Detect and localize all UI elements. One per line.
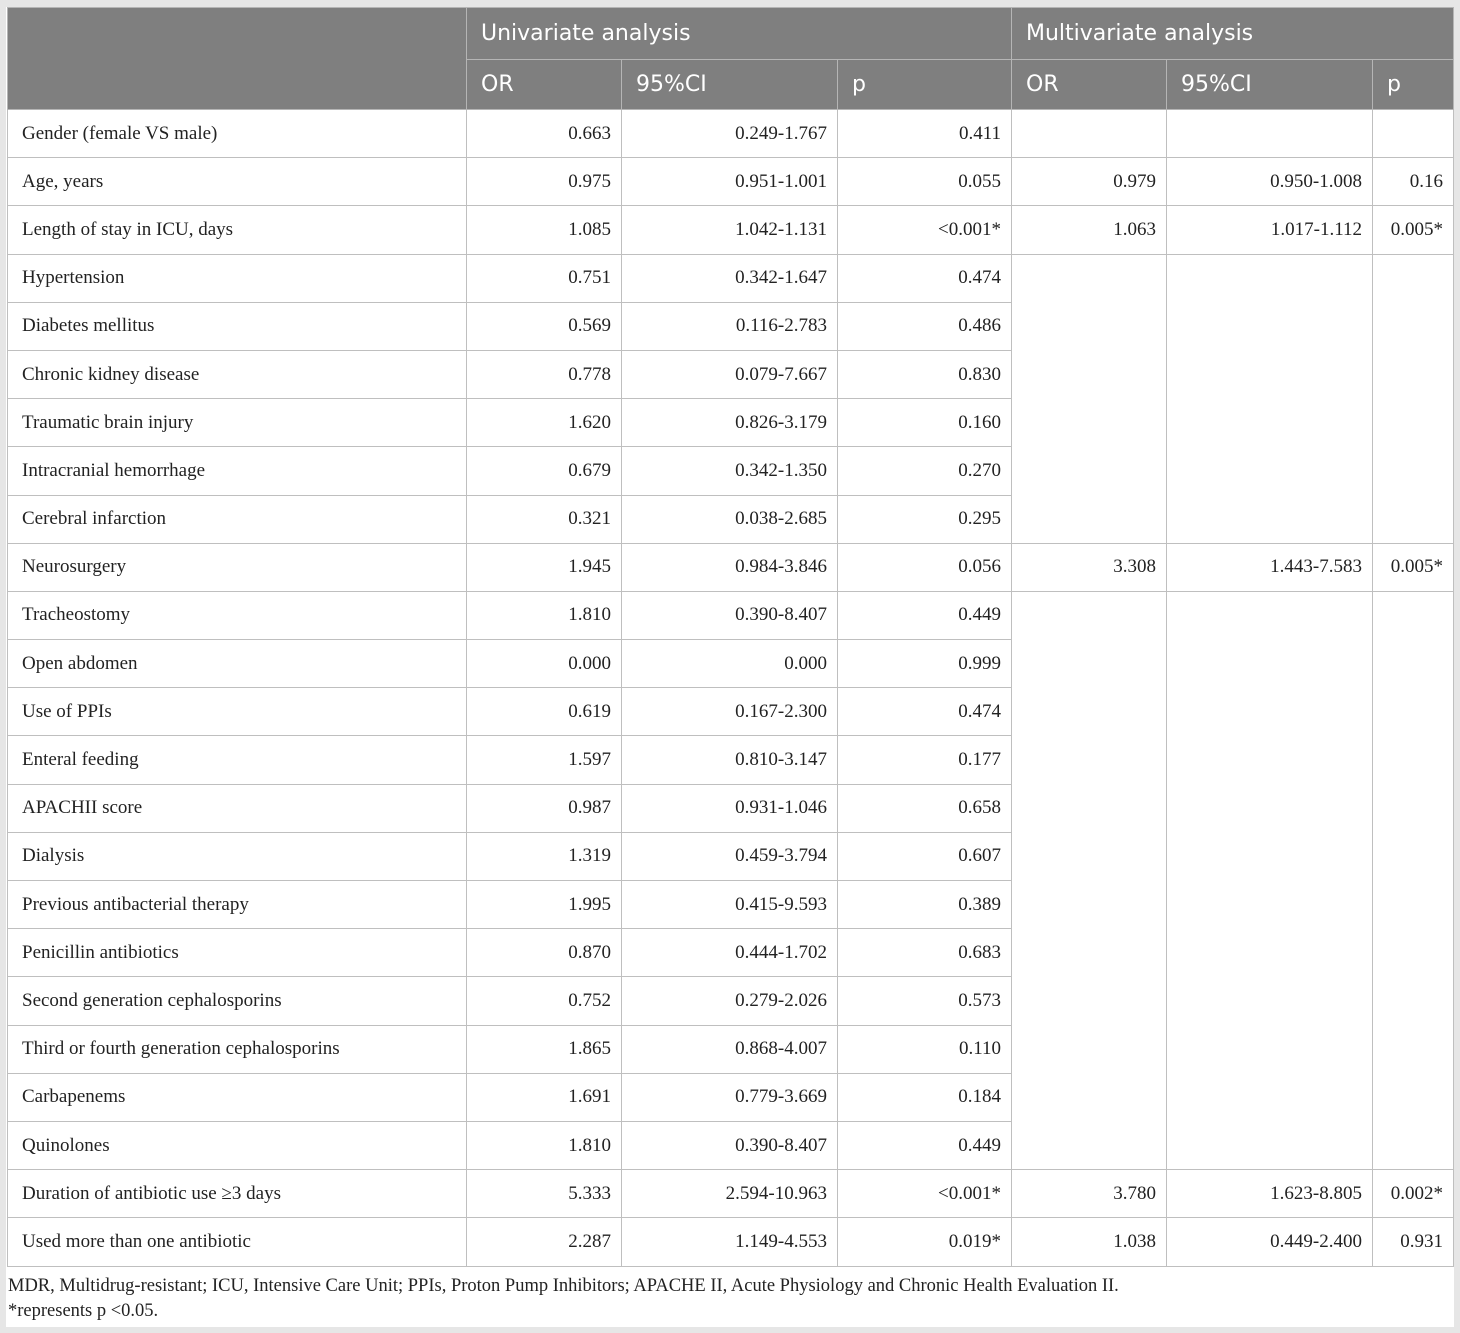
multivariate-p-cell — [1373, 110, 1454, 158]
row-label: Penicillin antibiotics — [8, 929, 467, 977]
univariate-ci-cell: 0.459-3.794 — [622, 832, 838, 880]
header-multivariate-p: p — [1373, 60, 1454, 110]
univariate-p-cell: 0.056 — [838, 543, 1012, 591]
table-body — [8, 110, 1454, 1267]
header-blank-cell — [8, 8, 467, 110]
univariate-p-cell: 0.830 — [838, 350, 1012, 398]
univariate-or-cell: 1.085 — [467, 206, 622, 254]
univariate-or-cell: 1.691 — [467, 1073, 622, 1121]
univariate-or-cell: 1.945 — [467, 543, 622, 591]
row-label: Use of PPIs — [8, 688, 467, 736]
multivariate-ci-cell: 0.449-2.400 — [1167, 1218, 1373, 1266]
univariate-p-cell: 0.177 — [838, 736, 1012, 784]
univariate-p-cell: 0.055 — [838, 158, 1012, 206]
univariate-ci-cell: 0.167-2.300 — [622, 688, 838, 736]
multivariate-p-cell: 0.005* — [1373, 543, 1454, 591]
header-univariate: Univariate analysis — [467, 8, 1012, 60]
row-label: Third or fourth generation cephalosporins — [8, 1025, 467, 1073]
multivariate-or-cell — [1012, 110, 1167, 158]
univariate-ci-cell: 0.000 — [622, 640, 838, 688]
univariate-or-cell: 1.810 — [467, 591, 622, 639]
header-univariate-or: OR — [467, 60, 622, 110]
univariate-ci-cell: 0.868-4.007 — [622, 1025, 838, 1073]
univariate-or-cell: 1.620 — [467, 399, 622, 447]
multivariate-p-cell: 0.16 — [1373, 158, 1454, 206]
row-label: Carbapenems — [8, 1073, 467, 1121]
multivariate-or-cell: 1.063 — [1012, 206, 1167, 254]
univariate-p-cell: 0.658 — [838, 784, 1012, 832]
row-label: Previous antibacterial therapy — [8, 881, 467, 929]
multivariate-or-cell: 3.308 — [1012, 543, 1167, 591]
row-label: Used more than one antibiotic — [8, 1218, 467, 1266]
univariate-p-cell: 0.474 — [838, 688, 1012, 736]
row-label: Intracranial hemorrhage — [8, 447, 467, 495]
row-label: Second generation cephalosporins — [8, 977, 467, 1025]
univariate-or-cell: 1.597 — [467, 736, 622, 784]
row-label: Diabetes mellitus — [8, 302, 467, 350]
row-label: Gender (female VS male) — [8, 110, 467, 158]
univariate-p-cell: 0.573 — [838, 977, 1012, 1025]
univariate-p-cell: 0.270 — [838, 447, 1012, 495]
table-row — [8, 543, 1454, 591]
univariate-or-cell: 0.751 — [467, 254, 622, 302]
table-row — [8, 206, 1454, 254]
header-multivariate-ci: 95%CI — [1167, 60, 1373, 110]
univariate-or-cell: 1.319 — [467, 832, 622, 880]
univariate-or-cell: 0.619 — [467, 688, 622, 736]
univariate-ci-cell: 0.390-8.407 — [622, 591, 838, 639]
row-label: Traumatic brain injury — [8, 399, 467, 447]
header-multivariate-or: OR — [1012, 60, 1167, 110]
univariate-ci-cell: 0.931-1.046 — [622, 784, 838, 832]
univariate-ci-cell: 0.279-2.026 — [622, 977, 838, 1025]
univariate-or-cell: 0.569 — [467, 302, 622, 350]
row-label: Neurosurgery — [8, 543, 467, 591]
univariate-p-cell: 0.486 — [838, 302, 1012, 350]
table-footer — [6, 1267, 1454, 1324]
table-header — [8, 8, 1454, 110]
row-label: Tracheostomy — [8, 591, 467, 639]
multivariate-or-cell — [1012, 591, 1167, 1169]
row-label: Dialysis — [8, 832, 467, 880]
univariate-p-cell: 0.110 — [838, 1025, 1012, 1073]
table-row — [8, 591, 1454, 639]
footer-significance: *represents p <0.05. — [8, 1300, 159, 1321]
univariate-ci-cell: 0.415-9.593 — [622, 881, 838, 929]
regression-table — [7, 7, 1454, 1267]
univariate-or-cell: 0.975 — [467, 158, 622, 206]
univariate-ci-cell: 0.826-3.179 — [622, 399, 838, 447]
table-row — [8, 158, 1454, 206]
univariate-ci-cell: 0.779-3.669 — [622, 1073, 838, 1121]
multivariate-ci-cell — [1167, 591, 1373, 1169]
footer-abbreviations: MDR, Multidrug-resistant; ICU, Intensive Care Unit; PPIs, Proton Pump Inhibitors; APACHE II, Acute Physiology and Chronic Health Evaluation II. — [8, 1275, 1119, 1296]
table-frame — [6, 7, 1454, 1327]
univariate-p-cell: 0.389 — [838, 881, 1012, 929]
multivariate-p-cell — [1373, 591, 1454, 1169]
header-univariate-ci: 95%CI — [622, 60, 838, 110]
univariate-p-cell: 0.449 — [838, 1121, 1012, 1169]
table-row — [8, 110, 1454, 158]
univariate-ci-cell: 0.810-3.147 — [622, 736, 838, 784]
multivariate-p-cell: 0.931 — [1373, 1218, 1454, 1266]
multivariate-ci-cell — [1167, 110, 1373, 158]
row-label: Chronic kidney disease — [8, 350, 467, 398]
univariate-or-cell: 1.995 — [467, 881, 622, 929]
univariate-or-cell: 2.287 — [467, 1218, 622, 1266]
univariate-ci-cell: 1.042-1.131 — [622, 206, 838, 254]
univariate-p-cell: 0.449 — [838, 591, 1012, 639]
univariate-ci-cell: 2.594-10.963 — [622, 1170, 838, 1218]
header-multivariate: Multivariate analysis — [1012, 8, 1454, 60]
univariate-ci-cell: 0.951-1.001 — [622, 158, 838, 206]
multivariate-ci-cell: 1.017-1.112 — [1167, 206, 1373, 254]
univariate-ci-cell: 0.390-8.407 — [622, 1121, 838, 1169]
univariate-or-cell: 0.679 — [467, 447, 622, 495]
table-row — [8, 254, 1454, 302]
multivariate-or-cell: 1.038 — [1012, 1218, 1167, 1266]
univariate-ci-cell: 0.249-1.767 — [622, 110, 838, 158]
univariate-p-cell: 0.999 — [838, 640, 1012, 688]
multivariate-ci-cell — [1167, 254, 1373, 543]
univariate-ci-cell: 0.342-1.647 — [622, 254, 838, 302]
multivariate-or-cell — [1012, 254, 1167, 543]
multivariate-or-cell: 3.780 — [1012, 1170, 1167, 1218]
univariate-ci-cell: 0.116-2.783 — [622, 302, 838, 350]
multivariate-p-cell: 0.005* — [1373, 206, 1454, 254]
row-label: Open abdomen — [8, 640, 467, 688]
univariate-or-cell: 0.870 — [467, 929, 622, 977]
row-label: APACHII score — [8, 784, 467, 832]
univariate-or-cell: 1.865 — [467, 1025, 622, 1073]
row-label: Hypertension — [8, 254, 467, 302]
univariate-ci-cell: 0.984-3.846 — [622, 543, 838, 591]
row-label: Quinolones — [8, 1121, 467, 1169]
univariate-ci-cell: 0.079-7.667 — [622, 350, 838, 398]
univariate-p-cell: 0.683 — [838, 929, 1012, 977]
header-univariate-p: p — [838, 60, 1012, 110]
multivariate-ci-cell: 0.950-1.008 — [1167, 158, 1373, 206]
row-label: Enteral feeding — [8, 736, 467, 784]
univariate-ci-cell: 0.342-1.350 — [622, 447, 838, 495]
univariate-or-cell: 0.000 — [467, 640, 622, 688]
row-label: Cerebral infarction — [8, 495, 467, 543]
multivariate-ci-cell: 1.443-7.583 — [1167, 543, 1373, 591]
univariate-p-cell: 0.411 — [838, 110, 1012, 158]
multivariate-or-cell: 0.979 — [1012, 158, 1167, 206]
univariate-or-cell: 0.987 — [467, 784, 622, 832]
univariate-p-cell: 0.019* — [838, 1218, 1012, 1266]
row-label: Duration of antibiotic use ≥3 days — [8, 1170, 467, 1218]
univariate-or-cell: 5.333 — [467, 1170, 622, 1218]
univariate-p-cell: 0.160 — [838, 399, 1012, 447]
univariate-p-cell: 0.184 — [838, 1073, 1012, 1121]
row-label: Length of stay in ICU, days — [8, 206, 467, 254]
multivariate-p-cell: 0.002* — [1373, 1170, 1454, 1218]
table-row — [8, 1170, 1454, 1218]
univariate-p-cell: 0.607 — [838, 832, 1012, 880]
multivariate-ci-cell: 1.623-8.805 — [1167, 1170, 1373, 1218]
univariate-p-cell: 0.295 — [838, 495, 1012, 543]
univariate-or-cell: 0.752 — [467, 977, 622, 1025]
row-label: Age, years — [8, 158, 467, 206]
univariate-p-cell: <0.001* — [838, 1170, 1012, 1218]
univariate-or-cell: 0.321 — [467, 495, 622, 543]
table-row — [8, 1218, 1454, 1266]
univariate-or-cell: 0.663 — [467, 110, 622, 158]
univariate-or-cell: 1.810 — [467, 1121, 622, 1169]
univariate-or-cell: 0.778 — [467, 350, 622, 398]
univariate-ci-cell: 0.444-1.702 — [622, 929, 838, 977]
univariate-ci-cell: 0.038-2.685 — [622, 495, 838, 543]
univariate-ci-cell: 1.149-4.553 — [622, 1218, 838, 1266]
multivariate-p-cell — [1373, 254, 1454, 543]
univariate-p-cell: <0.001* — [838, 206, 1012, 254]
univariate-p-cell: 0.474 — [838, 254, 1012, 302]
